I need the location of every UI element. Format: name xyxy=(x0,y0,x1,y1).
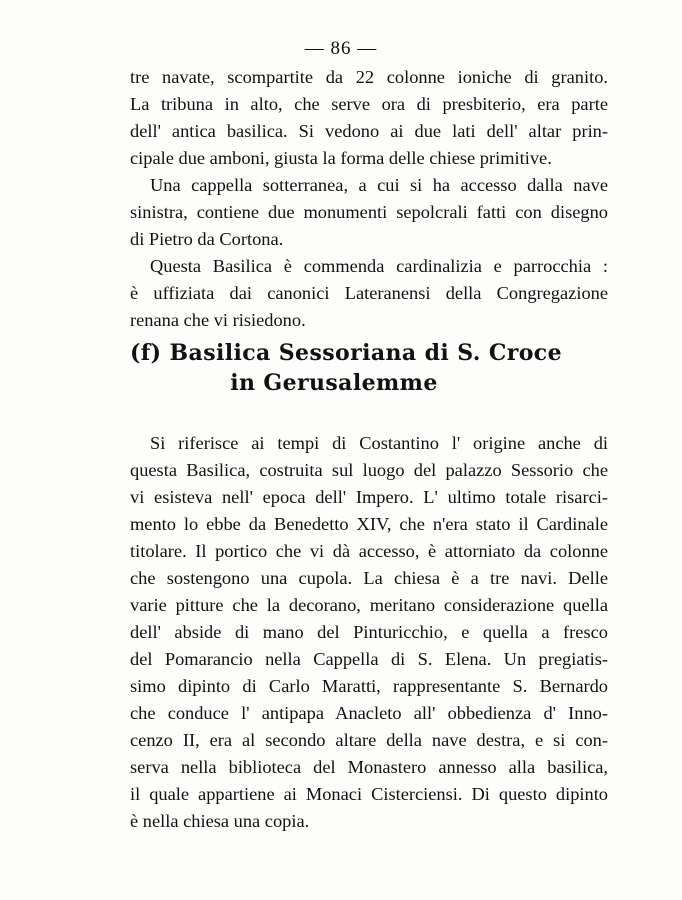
text-line: cipale due amboni, giusta la forma delle chiese primitive. xyxy=(130,148,552,168)
text-line: dell' antica basilica. Si vedono ai due lati dell' altar prin- xyxy=(130,121,608,141)
text-line: il quale appartiene ai Monaci Cisterciensi. Di questo dipinto xyxy=(130,784,608,804)
text-line: è nella chiesa una copia. xyxy=(130,811,310,831)
text-line: del Pomarancio nella Cappella di S. Elena. Un pregiatis- xyxy=(130,649,608,669)
bottom-text-block xyxy=(130,430,608,835)
text-line: simo dipinto di Carlo Maratti, rappresentante S. Bernardo xyxy=(130,676,608,696)
text-line: è uffiziata dai canonici Lateranensi della Congregazione xyxy=(130,283,608,303)
section-heading xyxy=(130,338,608,398)
text-line: serva nella biblioteca del Monastero annesso alla basilica, xyxy=(130,757,608,777)
text-line: Questa Basilica è commenda cardinalizia e parrocchia : xyxy=(150,256,608,276)
text-line: di Pietro da Cortona. xyxy=(130,229,284,249)
text-line: titolare. Il portico che vi dà accesso, è attorniato da colonne xyxy=(130,541,608,561)
text-line: cenzo II, era al secondo altare della nave destra, e si con- xyxy=(130,730,608,750)
text-line: varie pitture che la decorano, meritano considerazione quella xyxy=(130,595,608,615)
text-line: questa Basilica, costruita sul luogo del palazzo Sessorio che xyxy=(130,460,608,480)
top-text-block xyxy=(130,64,608,334)
text-line: sinistra, contiene due monumenti sepolcrali fatti con disegno xyxy=(130,202,608,222)
section-heading-line-1: (f) Basilica Sessoriana di S. Croce xyxy=(130,340,562,366)
text-line: che sostengono una cupola. La chiesa è a tre navi. Delle xyxy=(130,568,608,588)
text-line: vi esisteva nell' epoca dell' Impero. L' ultimo totale risarci- xyxy=(130,487,608,507)
section-heading-line-2: in Gerusalemme xyxy=(230,370,438,396)
page-number: — 86 — xyxy=(304,38,378,59)
text-line: renana che vi risiedono. xyxy=(130,310,306,330)
text-line: dell' abside di mano del Pinturicchio, e quella a fresco xyxy=(130,622,608,642)
text-line: tre navate, scompartite da 22 colonne ioniche di granito. xyxy=(130,67,608,87)
text-line: La tribuna in alto, che serve ora di presbiterio, era parte xyxy=(130,94,608,114)
text-line: che conduce l' antipapa Anacleto all' obbedienza d' Inno- xyxy=(130,703,608,723)
text-line: Una cappella sotterranea, a cui si ha accesso dalla nave xyxy=(150,175,608,195)
text-line: mento lo ebbe da Benedetto XIV, che n'era stato il Cardinale xyxy=(130,514,608,534)
text-line: Si riferisce ai tempi di Costantino l' origine anche di xyxy=(150,433,608,453)
